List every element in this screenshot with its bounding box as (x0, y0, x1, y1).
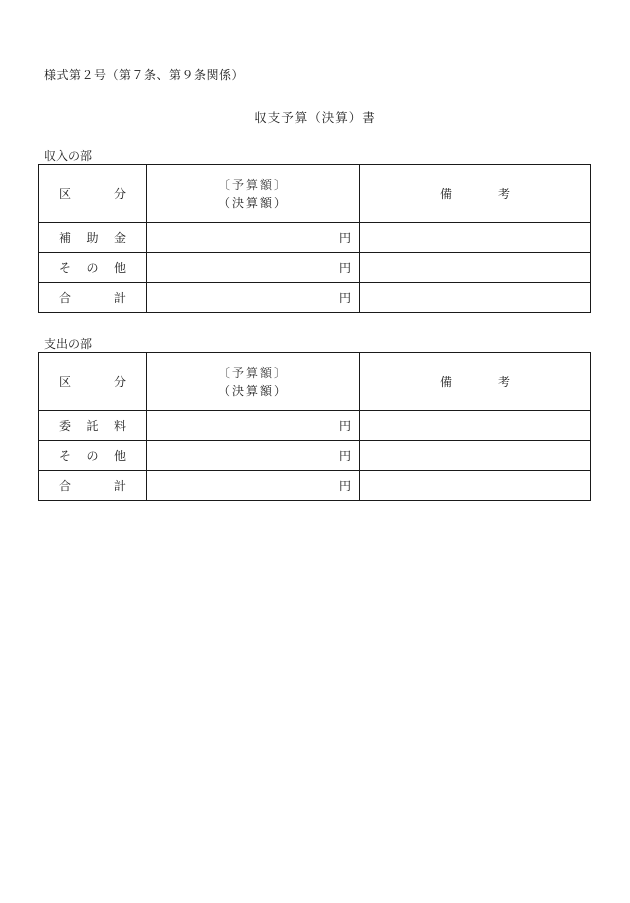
category-char: 託 (86, 419, 99, 433)
table-row (39, 223, 591, 253)
budget-amount-label: 〔予算額〕 (217, 365, 288, 380)
category-header-char: 区 (59, 375, 72, 389)
note-cell[interactable] (360, 471, 591, 501)
expense-category-header (39, 353, 147, 411)
category-char: そ (59, 449, 72, 463)
income-amount-header (147, 165, 360, 223)
category-char: 計 (113, 291, 126, 305)
note-header-char: 考 (497, 375, 510, 389)
form-number: 様式第２号（第７条、第９条関係） (44, 68, 245, 82)
amount-cell[interactable] (147, 441, 360, 471)
category-header-char: 分 (113, 375, 126, 389)
income-header-row (39, 165, 591, 223)
amount-cell[interactable] (147, 253, 360, 283)
yen-unit: 円 (338, 231, 351, 245)
note-cell[interactable] (360, 441, 591, 471)
note-cell[interactable] (360, 411, 591, 441)
expense-header-row (39, 353, 591, 411)
yen-unit: 円 (338, 479, 351, 493)
income-section-label: 収入の部 (44, 149, 93, 163)
income-table (38, 164, 591, 313)
expense-table (38, 352, 591, 501)
category-char: 料 (113, 419, 126, 433)
amount-cell[interactable] (147, 223, 360, 253)
settlement-amount-label: （決算額） (217, 195, 288, 210)
category-char: 委 (59, 419, 72, 433)
category-char: 合 (59, 479, 72, 493)
note-header-char: 備 (440, 187, 453, 201)
category-char: 計 (113, 479, 126, 493)
note-cell[interactable] (360, 253, 591, 283)
expense-note-header (360, 353, 591, 411)
table-row (39, 411, 591, 441)
amount-cell[interactable] (147, 411, 360, 441)
category-char: 合 (59, 291, 72, 305)
yen-unit: 円 (338, 419, 351, 433)
category-char: 他 (113, 449, 126, 463)
category-char: 金 (113, 231, 126, 245)
expense-category-cell (39, 471, 147, 501)
amount-cell[interactable] (147, 283, 360, 313)
category-char: の (86, 449, 99, 463)
budget-amount-label: 〔予算額〕 (217, 177, 288, 192)
category-header-char: 分 (113, 187, 126, 201)
category-char: 他 (113, 261, 126, 275)
income-category-cell (39, 253, 147, 283)
yen-unit: 円 (338, 449, 351, 463)
note-header-char: 備 (440, 375, 453, 389)
yen-unit: 円 (338, 291, 351, 305)
document-title: 収支予算（決算）書 (254, 110, 376, 125)
income-category-cell (39, 283, 147, 313)
category-header-char: 区 (59, 187, 72, 201)
settlement-amount-label: （決算額） (217, 383, 288, 398)
yen-unit: 円 (338, 261, 351, 275)
note-header-char: 考 (497, 187, 510, 201)
note-cell[interactable] (360, 283, 591, 313)
table-row (39, 471, 591, 501)
table-row (39, 253, 591, 283)
amount-cell[interactable] (147, 471, 360, 501)
category-char: そ (59, 261, 72, 275)
expense-amount-header (147, 353, 360, 411)
note-cell[interactable] (360, 223, 591, 253)
category-char: 補 (59, 231, 72, 245)
income-category-cell (39, 223, 147, 253)
category-char: の (86, 261, 99, 275)
table-row (39, 441, 591, 471)
expense-category-cell (39, 411, 147, 441)
expense-section-label: 支出の部 (44, 337, 93, 351)
table-row (39, 283, 591, 313)
income-category-header (39, 165, 147, 223)
expense-category-cell (39, 441, 147, 471)
category-char: 助 (86, 231, 99, 245)
income-note-header (360, 165, 591, 223)
